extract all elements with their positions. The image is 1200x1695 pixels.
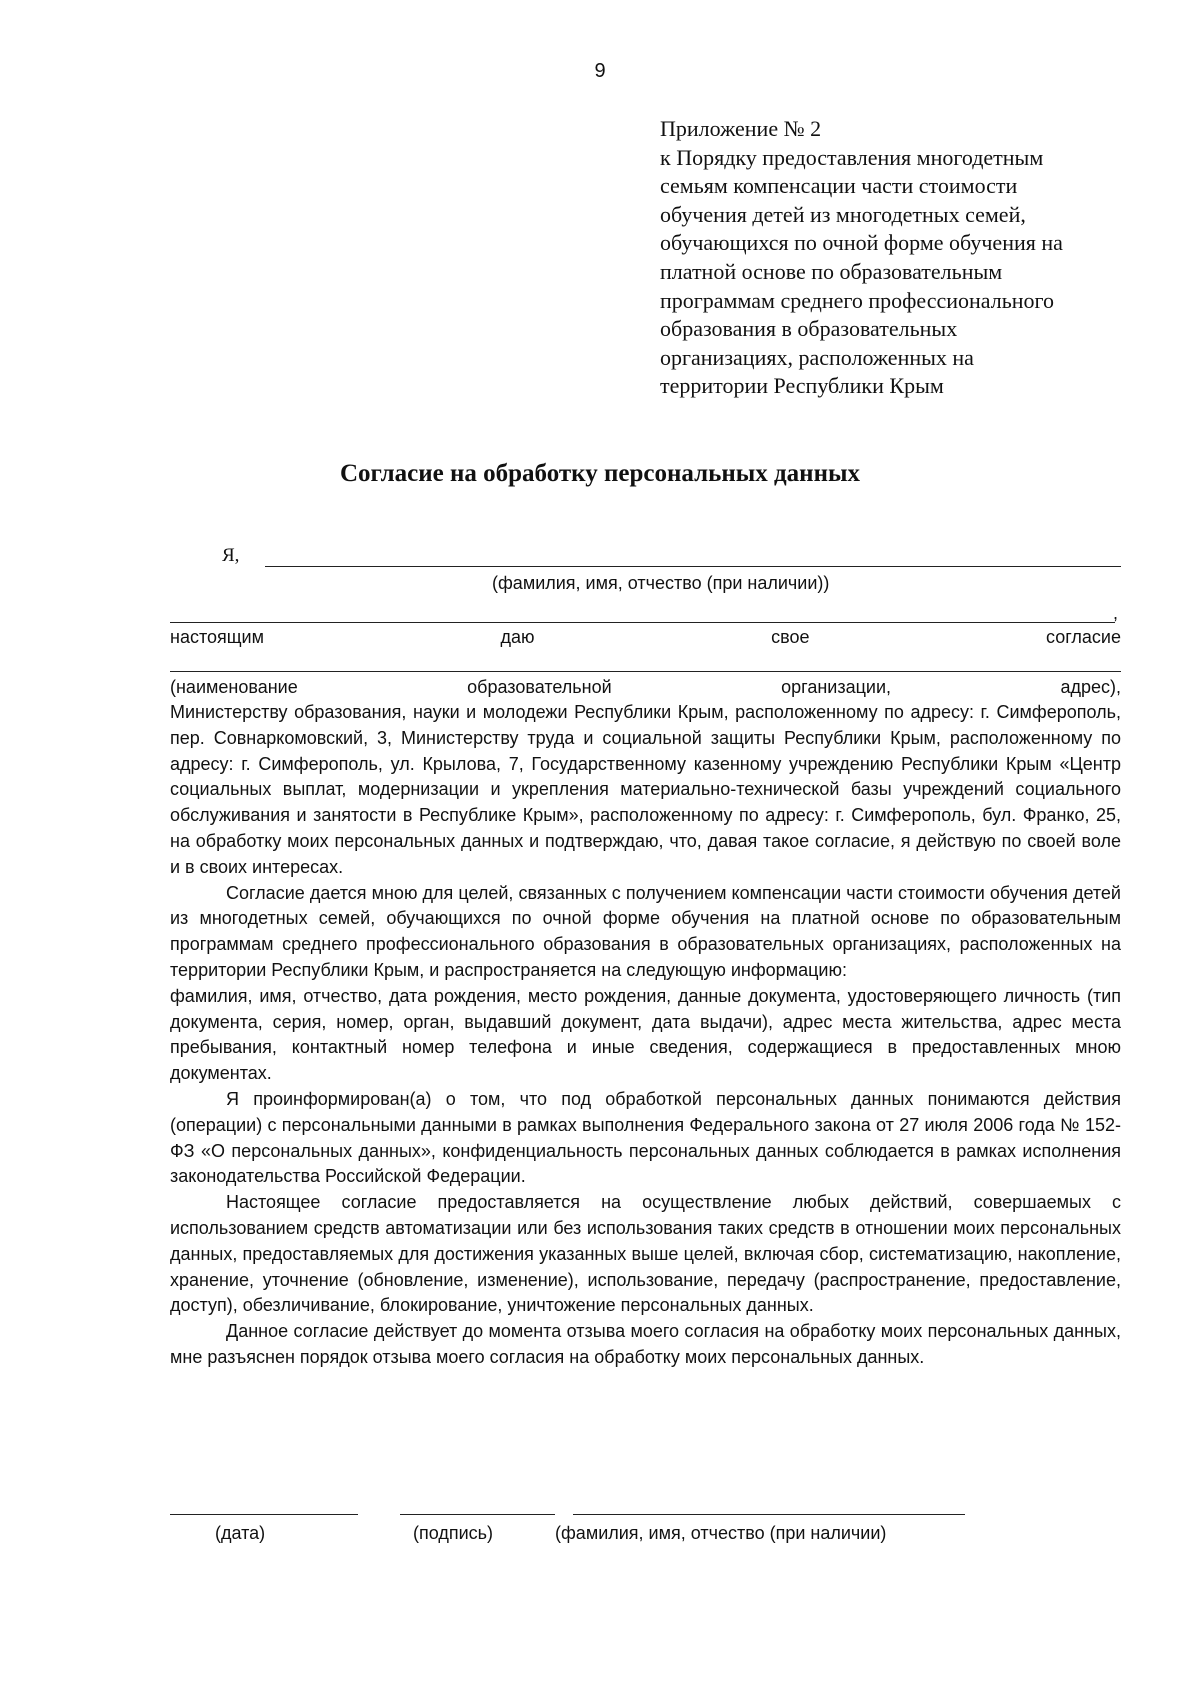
- appendix-line: обучения детей из многодетных семей,: [660, 201, 1026, 227]
- org-caption-word: образовательной: [467, 677, 612, 697]
- paragraph: Министерству образования, науки и молодежи Республики Крым, расположенному по адресу: г. Симферополь, пер. Совнаркомовский, 3, Министерству труда и социальной защиты Республики Крым, расположенному по адресу: г. Симферополь, ул. Крылова, 7, Государственному казенному учреждению Республики Крым «Центр социальных выплат, модернизации и укрепления материально-технической базы учреждений социального обслуживания и занятости в Республике Крым», расположенному по адресу: г. Симферополь, бул. Франко, 25, на обработку моих персональных данных и подтверждаю, что, давая такое согласие, я действую по своей воле и в своих интересах.: [170, 702, 1121, 877]
- document-title: Согласие на обработку персональных данных: [339, 460, 860, 487]
- org-caption-word: (наименование: [170, 677, 298, 697]
- fio-signature-label: (фамилия, имя, отчество (при наличии): [555, 1523, 887, 1543]
- signature-input-line[interactable]: [400, 1514, 555, 1515]
- appendix-line: обучающихся по очной форме обучения на: [660, 230, 1063, 256]
- paragraph: Данное согласие действует до момента отзыва моего согласия на обработку моих персональных данных, мне разъяснен порядок отзыва моего согласия на обработку моих персональных данных.: [170, 1321, 1121, 1367]
- page-number: 9: [594, 60, 606, 82]
- date-input-line[interactable]: [170, 1514, 358, 1515]
- i-label: Я,: [222, 545, 240, 566]
- consent-word: свое: [771, 627, 810, 647]
- line-end-comma: ,: [1113, 603, 1119, 623]
- appendix-header: [660, 115, 1130, 401]
- organization-caption-row: [170, 677, 1121, 698]
- appendix-line: к Порядку предоставления многодетным: [660, 144, 1044, 170]
- appendix-line: образования в образовательных: [660, 316, 958, 342]
- fio-caption: (фамилия, имя, отчество (при наличии)): [492, 573, 830, 593]
- consent-word: даю: [500, 627, 535, 647]
- appendix-line: семьям компенсации части стоимости: [660, 173, 1018, 199]
- paragraph: Настоящее согласие предоставляется на осуществление любых действий, совершаемых с использованием средств автоматизации или без использования таких средств в отношении моих персональных данных, предоставляемых для достижения указанных выше целей, включая сбор, систематизацию, накопление, хранение, уточнение (обновление, изменение), использование, передачу (распространение, предоставление, доступ), обезличивание, блокирование, уничтожение персональных данных.: [170, 1192, 1121, 1316]
- paragraph: Согласие дается мною для целей, связанных с получением компенсации части стоимости обучения детей из многодетных семей, обучающихся по очной форме обучения на платной основе по образовательным программам среднего профессионального образования в образовательных организациях, расположенных на территории Республики Крым, и распространяется на следующую информацию:: [170, 882, 1121, 980]
- date-label: (дата): [215, 1523, 266, 1543]
- organization-input-line[interactable]: [170, 671, 1121, 672]
- consent-word: согласие: [1046, 627, 1121, 647]
- appendix-line: Приложение № 2: [660, 116, 822, 141]
- blank-line[interactable]: [170, 622, 1115, 623]
- appendix-line: платной основе по образовательным: [660, 258, 1003, 284]
- consent-row: [170, 627, 1121, 648]
- consent-body: [170, 700, 1121, 1371]
- appendix-line: территории Республики Крым: [660, 373, 944, 399]
- fio-signature-input-line[interactable]: [573, 1514, 965, 1515]
- org-caption-word: адрес),: [1060, 677, 1121, 697]
- org-caption-word: организации,: [781, 677, 892, 697]
- consent-word: настоящим: [170, 627, 264, 647]
- fio-input-line[interactable]: [265, 566, 1121, 567]
- appendix-line: организациях, расположенных на: [660, 344, 974, 370]
- paragraph: Я проинформирован(а) о том, что под обработкой персональных данных понимаются действия (операции) с персональными данными в рамках выполнения Федерального закона от 27 июля 2006 года № 152-ФЗ «О персональных данных», конфиденциальность персональных данных соблюдается в рамках исполнения законодательства Российской Федерации.: [170, 1088, 1121, 1187]
- signature-label: (подпись): [413, 1523, 494, 1543]
- appendix-line: программам среднего профессионального: [660, 287, 1055, 313]
- paragraph: фамилия, имя, отчество, дата рождения, место рождения, данные документа, удостоверяющего личность (тип документа, серия, номер, орган, выдавший документ, дата выдачи), адрес места жительства, адрес места пребывания, контактный номер телефона и иные сведения, содержащиеся в предоставленных мною документах.: [170, 985, 1121, 1084]
